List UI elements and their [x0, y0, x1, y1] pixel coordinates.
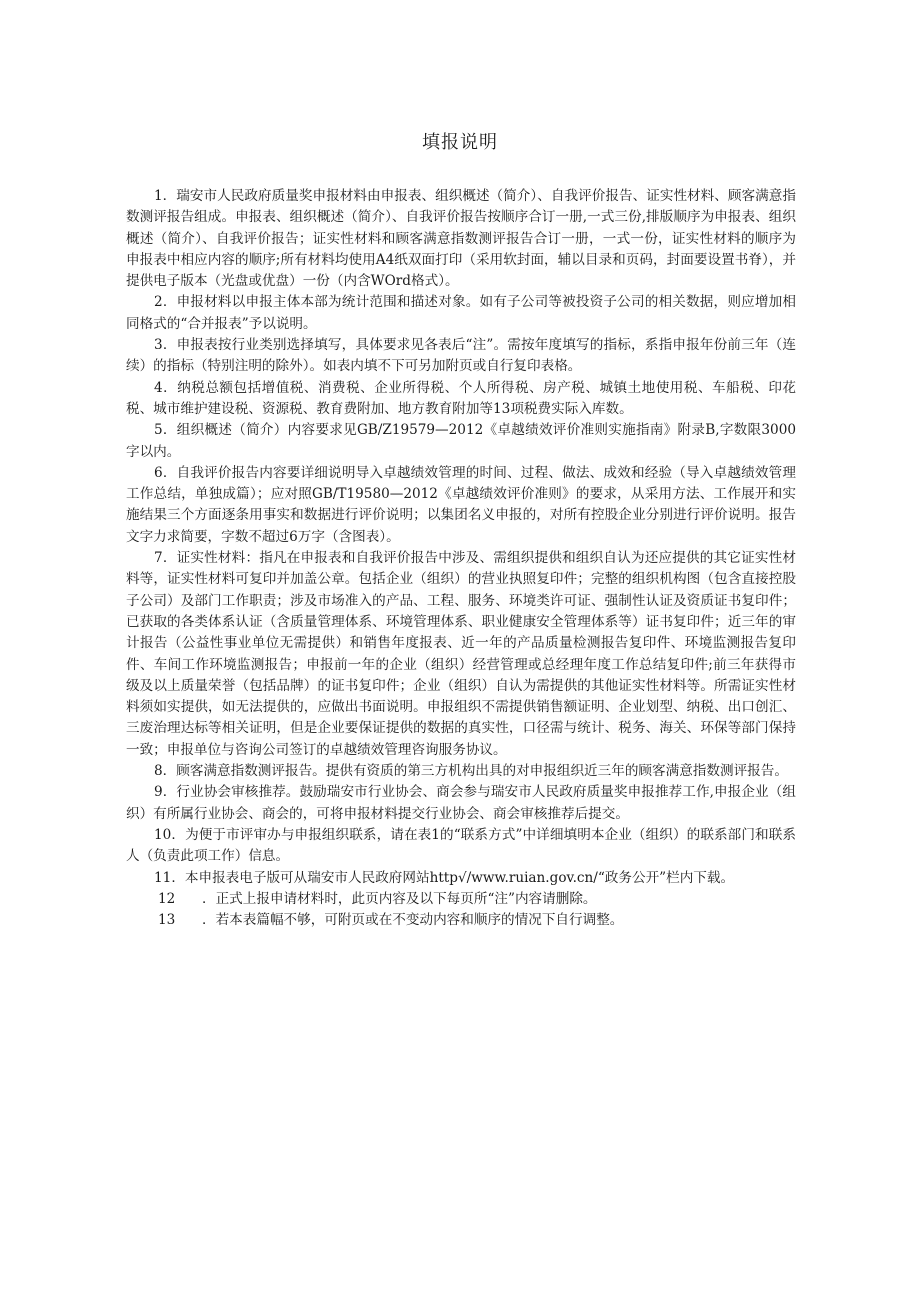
item-text: ．顾客满意指数测评报告。提供有资质的第三方机构出具的对申报组织近三年的顾客满意指数测评报告。	[162, 763, 788, 780]
item-number: 3	[154, 337, 163, 354]
item-number: 7	[154, 550, 163, 567]
item-text: ．正式上报申请材料时，此页内容及以下每页所“注”内容请删除。	[202, 890, 597, 907]
item-number: 12	[158, 890, 176, 907]
item-text: ．申报材料以申报主体本部为统计范围和描述对象。如有子公司等被投资子公司的相关数据，则应增加相同格式的“合并报表”予以说明。	[126, 294, 796, 332]
item-number: 8	[154, 763, 163, 780]
item-number: 1	[154, 188, 163, 204]
instruction-item	[126, 868, 796, 889]
item-text: ．行业协会审核推荐。鼓励瑞安市行业协会、商会参与瑞安市人民政府质量奖申报推荐工作,申报企业（组织）有所属行业协会、商会的，可将申报材料提交行业协会、商会审核推荐后提交。	[126, 784, 796, 822]
page-title: 填报说明	[422, 132, 498, 153]
instructions-body	[126, 186, 796, 931]
item-text: ．自我评价报告内容要详细说明导入卓越绩效管理的时间、过程、做法、成效和经验（导入卓越绩效管理工作总结，单独成篇）；应对照GB/T19580—2012《卓越绩效评价准则》的要求，从采用方法、工作展开和实施结果三个方面逐条用事实和数据进行评价说明；以集团名义申报的，对所有控股企业分别进行评价说明。报告文字力求简要，字数不超过6万字（含图表）。	[126, 464, 796, 545]
item-number: 10	[154, 826, 172, 843]
item-number: 13	[158, 912, 176, 929]
instruction-item	[126, 761, 796, 782]
item-text: ．若本表篇幅不够，可附页或在不变动内容和顺序的情况下自行调整。	[202, 912, 624, 929]
item-text: ．证实性材料：指凡在申报表和自我评价报告中涉及、需组织提供和组织自认为还应提供的其它证实性材料等，证实性材料可复印并加盖公章。包括企业（组织）的营业执照复印件；完整的组织机构图（包含直接控股子公司）及部门工作职责；涉及市场准入的产品、工程、服务、环境类许可证、强制性认证及资质证书复印件；已获取的各类体系认证（含质量管理体系、环境管理体系、职业健康安全管理体系等）证书复印件；近三年的审计报告（公益性事业单位无需提供）和销售年度报表、近一年的产品质量检测报告复印件、环境监测报告复印件、车间工作环境监测报告；申报前一年的企业（组织）经营管理或总经理年度工作总结复印件;前三年获得市级及以上质量荣誉（包括品牌）的证书复印件；企业（组织）自认为需提供的其他证实性材料等。所需证实性材料须如实提供，如无法提供的，应做出书面说明。申报组织不需提供销售额证明、企业划型、纳税、出口创汇、三废治理达标等相关证明，但是企业要保证提供的数据的真实性，口径需与统计、税务、海关、环保等部门保持一致；申报单位与咨询公司签订的卓越绩效管理咨询服务协议。	[126, 550, 796, 758]
instruction-item	[126, 420, 796, 463]
item-number: 4	[154, 379, 163, 396]
item-number: 11	[154, 869, 172, 886]
item-number: 9	[154, 784, 163, 801]
instruction-item	[126, 335, 796, 378]
item-text: ．本申报表电子版可从瑞安市人民政府网站http√/www.ruian.gov.cn/“政务公开”栏内下载。	[171, 869, 735, 886]
item-text: ．申报表按行业类别选择填写，具体要求见各表后“注”。需按年度填写的指标，系指申报年份前三年（连续）的指标（特别注明的除外）。如表内填不下可另加附页或自行复印表格。	[126, 337, 796, 375]
item-number: 2	[154, 294, 163, 311]
instruction-item	[126, 782, 796, 825]
instruction-item	[126, 889, 796, 910]
item-number: 6	[154, 464, 163, 481]
instruction-item	[126, 378, 796, 421]
instruction-item	[126, 186, 796, 292]
item-text: ．瑞安市人民政府质量奖申报材料由申报表、组织概述（简介）、自我评价报告、证实性材料、顾客满意指数测评报告组成。申报表、组织概述（简介）、自我评价报告按顺序合订一册,一式三份,排版顺序为申报表、组织概述（简介）、自我评价报告；证实性材料和顾客满意指数测评报告合订一册，一式一份，证实性材料的顺序为申报表中相应内容的顺序;所有材料均使用A4纸双面打印（采用软封面，辅以目录和页码，封面要设置书脊），并提供电子版本（光盘或优盘）一份（内含WOrd格式）。	[126, 188, 796, 290]
item-number: 5	[154, 422, 163, 439]
item-text: ．组织概述（简介）内容要求见GB/Z19579—2012《卓越绩效评价准则实施指南》附录B,字数限3000字以内。	[126, 422, 796, 460]
item-text: ．为便于市评审办与申报组织联系，请在表1的“联系方式”中详细填明本企业（组织）的联系部门和联系人（负责此项工作）信息。	[126, 826, 796, 865]
instruction-item	[126, 910, 796, 931]
instruction-item	[126, 825, 796, 868]
instruction-item	[126, 548, 796, 761]
item-text: ．纳税总额包括增值税、消费税、企业所得税、个人所得税、房产税、城镇土地使用税、车船税、印花税、城市维护建设税、资源税、教育费附加、地方教育附加等13项税费实际入库数。	[126, 379, 796, 417]
instruction-item	[126, 463, 796, 548]
instruction-item	[126, 292, 796, 335]
